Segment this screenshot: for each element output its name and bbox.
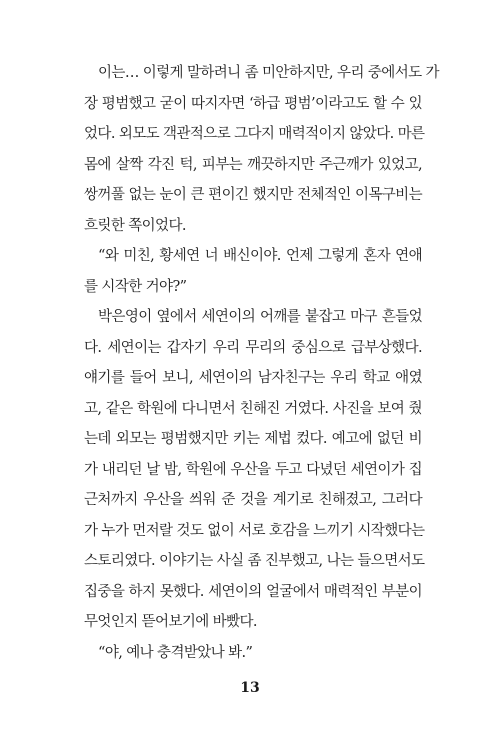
text-line: 고, 같은 학원에 다니면서 친해진 거였다. 사진을 보여 줬 — [84, 400, 422, 417]
text-line: 는데 외모는 평범했지만 키는 제법 컸다. 예고에 없던 비 — [84, 431, 422, 447]
text-line: “야, 예나 충격받았나 봐.” — [98, 644, 253, 661]
text-line: 몸에 살짝 각진 턱, 피부는 깨끗하지만 주근깨가 있었고, — [84, 156, 422, 173]
text-line: 장 평범했고 굳이 따지자면 ‘하급 평범’이라고도 할 수 있 — [84, 95, 422, 112]
text-line: 이는… 이렇게 말하려니 좀 미안하지만, 우리 중에서도 가 — [98, 65, 439, 81]
text-line: 근처까지 우산을 씌워 준 것을 계기로 친해졌고, 그러다 — [84, 492, 422, 508]
body-text — [84, 58, 439, 668]
text-line: 다. 세연이는 갑자기 우리 무리의 중심으로 급부상했다. — [84, 339, 422, 356]
page-number: 13 — [240, 680, 260, 696]
text-line: 얘기를 들어 보니, 세연이의 남자친구는 우리 학교 애였 — [84, 370, 422, 386]
text-line: 흐릿한 쪽이었다. — [84, 217, 186, 234]
text-line: 집중을 하지 못했다. 세연이의 얼굴에서 매력적인 부분이 — [84, 583, 422, 600]
text-line: 쌍꺼풀 없는 눈이 큰 편이긴 했지만 전체적인 이목구비는 — [84, 187, 422, 203]
text-line: 스토리였다. 이야기는 사실 좀 진부했고, 나는 들으면서도 — [84, 553, 425, 569]
text-line: 가 누가 먼저랄 것도 없이 서로 호감을 느끼기 시작했다는 — [84, 522, 425, 539]
text-line: “와 미친, 황세연 너 배신이야. 언제 그렇게 혼자 연애 — [98, 248, 422, 264]
text-line: 박은영이 옆에서 세연이의 어깨를 붙잡고 마구 흔들었 — [98, 309, 422, 325]
text-line: 었다. 외모도 객관적으로 그다지 매력적이지 않았다. 마른 — [84, 126, 425, 142]
text-line: 가 내리던 날 밤, 학원에 우산을 두고 다녔던 세연이가 집 — [84, 461, 422, 478]
text-line: 무엇인지 뜯어보기에 바빴다. — [84, 614, 257, 630]
text-line: 를 시작한 거야?” — [84, 278, 187, 295]
